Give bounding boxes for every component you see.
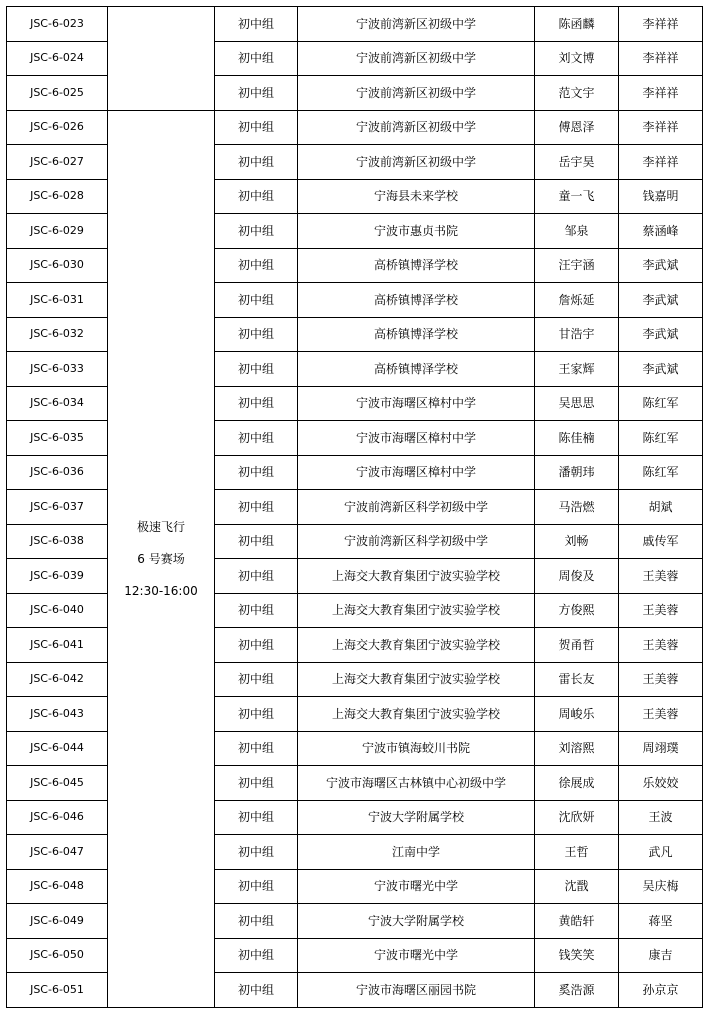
group-cell: 初中组	[215, 110, 298, 145]
group-cell: 初中组	[215, 766, 298, 801]
student-cell: 方俊熙	[535, 593, 619, 628]
entry-id-cell: JSC-6-032	[7, 317, 108, 352]
table-row	[7, 110, 703, 145]
entry-id-cell: JSC-6-043	[7, 697, 108, 732]
school-cell: 高桥镇博泽学校	[298, 248, 535, 283]
coach-cell: 王美蓉	[619, 662, 703, 697]
school-cell: 宁波市惠贞书院	[298, 214, 535, 249]
coach-cell: 李祥祥	[619, 110, 703, 145]
venue-cell	[108, 7, 215, 111]
coach-cell: 陈红军	[619, 386, 703, 421]
school-cell: 上海交大教育集团宁波实验学校	[298, 628, 535, 663]
coach-cell: 李祥祥	[619, 76, 703, 111]
group-cell: 初中组	[215, 317, 298, 352]
entry-id-cell: JSC-6-049	[7, 904, 108, 939]
school-cell: 宁波市海曙区丽园书院	[298, 973, 535, 1008]
coach-cell: 陈红军	[619, 421, 703, 456]
entry-id-cell: JSC-6-023	[7, 7, 108, 42]
student-cell: 王哲	[535, 835, 619, 870]
coach-cell: 康吉	[619, 938, 703, 973]
group-cell: 初中组	[215, 386, 298, 421]
group-cell: 初中组	[215, 662, 298, 697]
student-cell: 刘畅	[535, 524, 619, 559]
student-cell: 甘浩宇	[535, 317, 619, 352]
group-cell: 初中组	[215, 283, 298, 318]
group-cell: 初中组	[215, 145, 298, 180]
student-cell: 陈函麟	[535, 7, 619, 42]
entry-id-cell: JSC-6-025	[7, 76, 108, 111]
school-cell: 宁波前湾新区初级中学	[298, 7, 535, 42]
coach-cell: 蒋坚	[619, 904, 703, 939]
entry-id-cell: JSC-6-039	[7, 559, 108, 594]
coach-cell: 李祥祥	[619, 7, 703, 42]
venue-room: 6 号赛场	[137, 551, 185, 566]
coach-cell: 蔡涵峰	[619, 214, 703, 249]
entry-id-cell: JSC-6-038	[7, 524, 108, 559]
coach-cell: 王美蓉	[619, 593, 703, 628]
entry-id-cell: JSC-6-034	[7, 386, 108, 421]
coach-cell: 钱嘉明	[619, 179, 703, 214]
group-cell: 初中组	[215, 869, 298, 904]
coach-cell: 李武斌	[619, 317, 703, 352]
coach-cell: 王美蓉	[619, 697, 703, 732]
entry-id-cell: JSC-6-029	[7, 214, 108, 249]
entry-id-cell: JSC-6-040	[7, 593, 108, 628]
student-cell: 吴思思	[535, 386, 619, 421]
student-cell: 傅恩泽	[535, 110, 619, 145]
coach-cell: 王波	[619, 800, 703, 835]
entry-id-cell: JSC-6-030	[7, 248, 108, 283]
student-cell: 王家辉	[535, 352, 619, 387]
coach-cell: 王美蓉	[619, 628, 703, 663]
student-cell: 汪宇涵	[535, 248, 619, 283]
entry-id-cell: JSC-6-041	[7, 628, 108, 663]
coach-cell: 吴庆梅	[619, 869, 703, 904]
group-cell: 初中组	[215, 973, 298, 1008]
student-cell: 徐展成	[535, 766, 619, 801]
entry-id-cell: JSC-6-024	[7, 41, 108, 76]
entry-id-cell: JSC-6-051	[7, 973, 108, 1008]
group-cell: 初中组	[215, 179, 298, 214]
school-cell: 上海交大教育集团宁波实验学校	[298, 662, 535, 697]
entry-id-cell: JSC-6-047	[7, 835, 108, 870]
student-cell: 詹烁延	[535, 283, 619, 318]
group-cell: 初中组	[215, 490, 298, 525]
school-cell: 上海交大教育集团宁波实验学校	[298, 697, 535, 732]
coach-cell: 李武斌	[619, 352, 703, 387]
student-cell: 钱笑笑	[535, 938, 619, 973]
entry-id-cell: JSC-6-027	[7, 145, 108, 180]
coach-cell: 胡斌	[619, 490, 703, 525]
schedule-table	[6, 6, 703, 1008]
school-cell: 江南中学	[298, 835, 535, 870]
entry-id-cell: JSC-6-037	[7, 490, 108, 525]
group-cell: 初中组	[215, 214, 298, 249]
school-cell: 宁波市镇海蛟川书院	[298, 731, 535, 766]
school-cell: 宁波前湾新区科学初级中学	[298, 490, 535, 525]
group-cell: 初中组	[215, 421, 298, 456]
student-cell: 周峻乐	[535, 697, 619, 732]
entry-id-cell: JSC-6-042	[7, 662, 108, 697]
student-cell: 刘溶熙	[535, 731, 619, 766]
group-cell: 初中组	[215, 248, 298, 283]
school-cell: 宁波前湾新区初级中学	[298, 76, 535, 111]
coach-cell: 王美蓉	[619, 559, 703, 594]
entry-id-cell: JSC-6-028	[7, 179, 108, 214]
group-cell: 初中组	[215, 76, 298, 111]
entry-id-cell: JSC-6-036	[7, 455, 108, 490]
student-cell: 童一飞	[535, 179, 619, 214]
student-cell: 雷长友	[535, 662, 619, 697]
school-cell: 宁波市海曙区古林镇中心初级中学	[298, 766, 535, 801]
student-cell: 周俊及	[535, 559, 619, 594]
entry-id-cell: JSC-6-048	[7, 869, 108, 904]
school-cell: 宁波市海曙区樟村中学	[298, 421, 535, 456]
table-row	[7, 7, 703, 42]
student-cell: 潘朝玮	[535, 455, 619, 490]
coach-cell: 周翊璞	[619, 731, 703, 766]
school-cell: 宁波前湾新区初级中学	[298, 110, 535, 145]
venue-cell	[108, 110, 215, 1007]
group-cell: 初中组	[215, 593, 298, 628]
school-cell: 宁波市曙光中学	[298, 938, 535, 973]
student-cell: 奚浩源	[535, 973, 619, 1008]
student-cell: 沈戬	[535, 869, 619, 904]
school-cell: 高桥镇博泽学校	[298, 352, 535, 387]
student-cell: 岳宇昊	[535, 145, 619, 180]
entry-id-cell: JSC-6-031	[7, 283, 108, 318]
student-cell: 贺甬哲	[535, 628, 619, 663]
coach-cell: 李祥祥	[619, 145, 703, 180]
coach-cell: 戚传军	[619, 524, 703, 559]
group-cell: 初中组	[215, 904, 298, 939]
school-cell: 宁波前湾新区科学初级中学	[298, 524, 535, 559]
school-cell: 高桥镇博泽学校	[298, 317, 535, 352]
schedule-table-body	[7, 7, 703, 1008]
coach-cell: 李武斌	[619, 283, 703, 318]
venue-time: 12:30-16:00	[124, 583, 198, 598]
school-cell: 宁波前湾新区初级中学	[298, 145, 535, 180]
school-cell: 宁波市曙光中学	[298, 869, 535, 904]
student-cell: 刘文博	[535, 41, 619, 76]
school-cell: 宁波市海曙区樟村中学	[298, 386, 535, 421]
school-cell: 宁波市海曙区樟村中学	[298, 455, 535, 490]
group-cell: 初中组	[215, 7, 298, 42]
entry-id-cell: JSC-6-046	[7, 800, 108, 835]
venue-name: 极速飞行	[136, 519, 185, 534]
school-cell: 宁波大学附属学校	[298, 904, 535, 939]
student-cell: 沈欣妍	[535, 800, 619, 835]
school-cell: 高桥镇博泽学校	[298, 283, 535, 318]
coach-cell: 李祥祥	[619, 41, 703, 76]
entry-id-cell: JSC-6-033	[7, 352, 108, 387]
coach-cell: 陈红军	[619, 455, 703, 490]
student-cell: 陈佳楠	[535, 421, 619, 456]
group-cell: 初中组	[215, 559, 298, 594]
entry-id-cell: JSC-6-050	[7, 938, 108, 973]
school-cell: 宁海县未来学校	[298, 179, 535, 214]
coach-cell: 武凡	[619, 835, 703, 870]
entry-id-cell: JSC-6-044	[7, 731, 108, 766]
group-cell: 初中组	[215, 455, 298, 490]
group-cell: 初中组	[215, 628, 298, 663]
entry-id-cell: JSC-6-035	[7, 421, 108, 456]
coach-cell: 李武斌	[619, 248, 703, 283]
student-cell: 邹泉	[535, 214, 619, 249]
entry-id-cell: JSC-6-026	[7, 110, 108, 145]
school-cell: 宁波大学附属学校	[298, 800, 535, 835]
group-cell: 初中组	[215, 352, 298, 387]
group-cell: 初中组	[215, 938, 298, 973]
coach-cell: 乐姣姣	[619, 766, 703, 801]
group-cell: 初中组	[215, 800, 298, 835]
student-cell: 马浩燃	[535, 490, 619, 525]
school-cell: 上海交大教育集团宁波实验学校	[298, 559, 535, 594]
group-cell: 初中组	[215, 697, 298, 732]
group-cell: 初中组	[215, 41, 298, 76]
coach-cell: 孙京京	[619, 973, 703, 1008]
group-cell: 初中组	[215, 835, 298, 870]
group-cell: 初中组	[215, 731, 298, 766]
student-cell: 范文宇	[535, 76, 619, 111]
school-cell: 上海交大教育集团宁波实验学校	[298, 593, 535, 628]
school-cell: 宁波前湾新区初级中学	[298, 41, 535, 76]
group-cell: 初中组	[215, 524, 298, 559]
entry-id-cell: JSC-6-045	[7, 766, 108, 801]
student-cell: 黄皓轩	[535, 904, 619, 939]
